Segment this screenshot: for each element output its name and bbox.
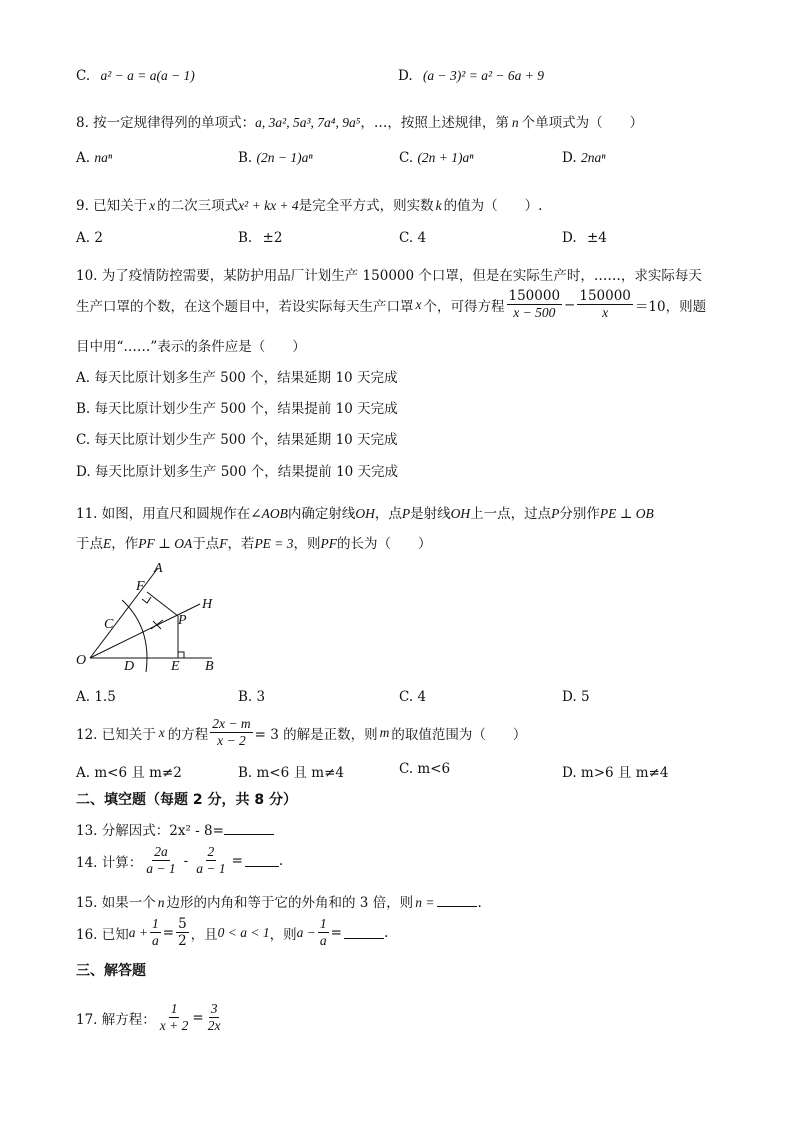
minus-sign: − bbox=[564, 296, 576, 313]
variable-n: n bbox=[157, 895, 165, 910]
math-ray: OH bbox=[450, 506, 471, 521]
stem-text: 的方程 bbox=[167, 726, 209, 743]
denominator: a − 1 bbox=[196, 861, 226, 876]
q9-option-b bbox=[238, 230, 282, 246]
equals-sign: = bbox=[330, 924, 342, 941]
stem-text: 生产口罩的个数，在这个题目中，若设实际每天生产口罩 bbox=[76, 298, 414, 315]
right-angle-mark-e bbox=[178, 652, 184, 658]
stem-text: ，…，按照上述规律，第 bbox=[360, 115, 509, 131]
math-expression: n = bbox=[415, 895, 435, 910]
denominator: x bbox=[602, 305, 609, 320]
stem-text: 于点 bbox=[76, 536, 103, 552]
q8-option-d bbox=[562, 150, 605, 166]
q11-line1 bbox=[76, 502, 654, 522]
q11-geometry-figure bbox=[70, 560, 230, 680]
period: . bbox=[383, 924, 389, 941]
q9-option-c bbox=[399, 230, 426, 246]
option-label: B. bbox=[238, 689, 253, 705]
stem-text: = 3 的解是正数，则 bbox=[254, 726, 378, 743]
label-f: F bbox=[136, 579, 145, 594]
math-expression: x² + kx + 4 bbox=[238, 198, 299, 213]
stem-text: 13. 分解因式：2x² - 8= bbox=[76, 823, 224, 839]
q8-option-b bbox=[238, 150, 313, 166]
fraction bbox=[150, 916, 161, 949]
option-label: D. bbox=[562, 689, 577, 705]
option-value: ±4 bbox=[586, 230, 607, 246]
stem-text: 分别作 bbox=[559, 506, 600, 522]
variable-x: x bbox=[158, 724, 165, 740]
numerator: 1 bbox=[170, 1001, 178, 1016]
equals-sign: = bbox=[192, 1009, 204, 1026]
stem-text: 上一点，过点 bbox=[470, 506, 552, 522]
equals-sign: = bbox=[162, 924, 175, 941]
q10-option-d: D. 每天比原计划多生产 500 个，结果提前 10 天完成 bbox=[76, 464, 399, 480]
stem-text: 于点 bbox=[192, 536, 220, 552]
option-value: 2naⁿ bbox=[580, 150, 606, 165]
option-label: C. bbox=[76, 68, 91, 84]
stem-text: 的值为（ ）. bbox=[443, 198, 543, 214]
variable-x: x bbox=[149, 198, 156, 213]
stem-text: 个，可得方程 bbox=[423, 298, 505, 315]
equals-sign: = bbox=[231, 852, 243, 869]
stem-text: ，则 bbox=[293, 536, 321, 552]
q16-stem bbox=[76, 916, 388, 949]
variable-x: x bbox=[415, 296, 422, 312]
q12-option-c: C. m<6 bbox=[399, 761, 451, 777]
numerator: 150000 bbox=[579, 288, 631, 304]
label-o: O bbox=[76, 653, 87, 668]
variable-m: m bbox=[379, 724, 390, 740]
denominator: a − 1 bbox=[146, 861, 176, 876]
math-point: P bbox=[551, 506, 560, 521]
numerator: 2x − m bbox=[212, 716, 251, 731]
q8-stem bbox=[76, 111, 643, 131]
option-label: D. bbox=[562, 150, 577, 166]
label-a: A bbox=[154, 561, 163, 576]
q7-option-c bbox=[76, 68, 195, 84]
sequence-expression: a, 3a², 5a³, 7a⁴, 9a⁵ bbox=[255, 115, 361, 130]
q11-option-c bbox=[399, 689, 426, 705]
q10-option-b: B. 每天比原计划少生产 500 个，结果提前 10 天完成 bbox=[76, 401, 398, 417]
fraction bbox=[158, 1001, 191, 1034]
q12-option-a: A. m<6 且 m≠2 bbox=[76, 765, 182, 781]
q17-stem bbox=[76, 1001, 224, 1034]
q10-line3: 目中用“……”表示的条件应是（ ） bbox=[76, 339, 306, 355]
q9-option-d bbox=[562, 230, 607, 246]
stem-text: 的长为（ ） bbox=[337, 536, 432, 552]
math-expression: PE = 3 bbox=[254, 536, 294, 551]
denominator: 2x bbox=[207, 1018, 221, 1033]
fraction bbox=[210, 716, 252, 749]
q10-option-a: A. 每天比原计划多生产 500 个，结果延期 10 天完成 bbox=[76, 370, 398, 386]
option-value: 4 bbox=[417, 689, 427, 705]
numerator: 150000 bbox=[508, 288, 561, 304]
stem-text: 的二次三项式 bbox=[157, 198, 239, 214]
math-expression: a + bbox=[128, 924, 149, 940]
math-expression: a² − a = a(a − 1) bbox=[100, 68, 195, 83]
option-label: D. bbox=[562, 230, 577, 246]
option-value: 3 bbox=[256, 689, 266, 705]
label-b: B bbox=[205, 659, 214, 674]
stem-text: ，若 bbox=[227, 536, 255, 552]
q10-line2 bbox=[76, 288, 706, 321]
stem-text: 内确定射线 bbox=[287, 506, 356, 522]
option-label: B. bbox=[238, 150, 253, 166]
stem-text: 15. 如果一个 bbox=[76, 895, 156, 911]
q11-option-d bbox=[562, 689, 590, 705]
option-label: A. bbox=[76, 689, 91, 705]
section-heading-solve: 三、解答题 bbox=[76, 963, 146, 979]
math-expression: PE ⊥ OB bbox=[599, 506, 654, 521]
fraction bbox=[144, 844, 177, 877]
denominator: x − 500 bbox=[513, 305, 556, 320]
stem-text: 17. 解方程： bbox=[76, 1011, 156, 1028]
stem-text: 个单项式为（ ） bbox=[521, 115, 644, 131]
q9-option-a bbox=[76, 230, 103, 246]
fraction bbox=[577, 288, 633, 321]
answer-blank[interactable] bbox=[224, 822, 274, 835]
segment-pf bbox=[147, 592, 178, 616]
q11-line2 bbox=[76, 532, 432, 552]
option-value: (2n + 1)aⁿ bbox=[417, 150, 474, 165]
q12-option-b: B. m<6 且 m≠4 bbox=[238, 765, 344, 781]
numerator: 1 bbox=[152, 916, 159, 931]
ray-oa bbox=[90, 568, 158, 658]
stem-text: 9. 已知关于 bbox=[76, 198, 148, 214]
math-point: F bbox=[219, 536, 228, 551]
variable-n: n bbox=[511, 115, 519, 130]
fraction bbox=[507, 288, 563, 321]
denominator: a bbox=[319, 933, 327, 948]
q11-option-a bbox=[76, 689, 116, 705]
stem-text: ，则 bbox=[269, 926, 297, 943]
label-h: H bbox=[202, 597, 213, 612]
stem-text: 是完全平方式，则实数 bbox=[298, 198, 434, 214]
option-label: C. bbox=[399, 230, 414, 246]
q12-option-d: D. m>6 且 m≠4 bbox=[562, 765, 669, 781]
math-expression: a − bbox=[296, 924, 316, 940]
numerator: 2 bbox=[207, 844, 215, 859]
fraction bbox=[318, 916, 329, 949]
math-point: E bbox=[103, 536, 112, 551]
math-expression: 0 < a < 1 bbox=[217, 924, 270, 940]
stem-text: ，且 bbox=[190, 926, 218, 943]
answer-blank[interactable] bbox=[245, 854, 279, 867]
math-segment: PF bbox=[320, 536, 338, 551]
stem-text: ，点 bbox=[374, 506, 402, 522]
q8-option-c bbox=[399, 150, 474, 166]
minus-sign: - bbox=[183, 852, 189, 869]
math-point: P bbox=[401, 506, 411, 521]
math-ray: OH bbox=[355, 506, 375, 521]
fraction bbox=[194, 844, 227, 877]
option-label: B. bbox=[238, 230, 253, 246]
q12-stem bbox=[76, 716, 526, 749]
stem-text: 的取值范围为（ ） bbox=[391, 726, 527, 743]
right-angle-mark-f bbox=[142, 597, 151, 603]
q10-option-c: C. 每天比原计划少生产 500 个，结果延期 10 天完成 bbox=[76, 432, 398, 448]
label-c: C bbox=[104, 617, 114, 632]
option-value: 4 bbox=[417, 230, 427, 246]
option-value: 5 bbox=[580, 689, 590, 705]
variable-k: k bbox=[435, 198, 442, 213]
stem-text: 是射线 bbox=[410, 506, 451, 522]
stem-text: 14. 计算： bbox=[76, 854, 143, 871]
option-label: A. bbox=[76, 230, 91, 246]
section-heading-fill-in: 二、填空题（每题 2 分，共 8 分） bbox=[76, 792, 297, 808]
option-label: C. bbox=[399, 150, 414, 166]
q7-option-d bbox=[398, 68, 544, 84]
q10-line1: 10. 为了疫情防控需要，某防护用品厂计划生产 150000 个口罩，但是在实际生产时，……，求实际每天 bbox=[76, 268, 702, 284]
denominator: x + 2 bbox=[159, 1018, 189, 1033]
answer-blank[interactable] bbox=[437, 894, 477, 907]
q9-stem bbox=[76, 194, 542, 214]
option-value: 1.5 bbox=[94, 689, 116, 705]
q8-option-a bbox=[76, 150, 112, 166]
q11-option-b bbox=[238, 689, 265, 705]
period: . bbox=[278, 852, 284, 869]
numerator: 5 bbox=[178, 916, 187, 932]
q14-stem bbox=[76, 844, 283, 877]
option-value: (2n − 1)aⁿ bbox=[256, 150, 313, 165]
denominator: x − 2 bbox=[217, 733, 246, 748]
fraction bbox=[176, 916, 189, 949]
stem-text: 8. 按一定规律得列的单项式： bbox=[76, 115, 256, 131]
numerator: 2a bbox=[154, 844, 168, 859]
label-p: P bbox=[178, 613, 187, 628]
denominator: 2 bbox=[178, 933, 187, 949]
option-value: naⁿ bbox=[94, 150, 113, 165]
stem-text: ＝10，则题 bbox=[634, 298, 707, 315]
option-value: 2 bbox=[94, 230, 103, 246]
option-value: ±2 bbox=[262, 230, 283, 246]
fraction bbox=[206, 1001, 223, 1034]
numerator: 1 bbox=[319, 916, 327, 931]
math-angle: ∠AOB bbox=[250, 506, 288, 521]
stem-text: ，作 bbox=[111, 536, 139, 552]
denominator: a bbox=[152, 933, 159, 948]
numerator: 3 bbox=[210, 1001, 218, 1016]
option-label: C. bbox=[399, 689, 414, 705]
math-expression: (a − 3)² = a² − 6a + 9 bbox=[422, 68, 544, 83]
stem-text: 边形的内角和等于它的外角和的 3 倍，则 bbox=[166, 895, 414, 911]
stem-text: 11. 如图，用直尺和圆规作在 bbox=[76, 506, 251, 522]
option-label: D. bbox=[398, 68, 413, 84]
option-label: A. bbox=[76, 150, 91, 166]
label-d: D bbox=[124, 659, 135, 674]
answer-blank[interactable] bbox=[344, 926, 384, 939]
stem-text: 12. 已知关于 bbox=[76, 726, 156, 743]
stem-text: 16. 已知 bbox=[76, 926, 129, 943]
math-expression: PF ⊥ OA bbox=[138, 536, 193, 551]
period: . bbox=[477, 895, 482, 911]
q15-stem bbox=[76, 891, 482, 911]
q13-stem bbox=[76, 819, 274, 839]
label-e: E bbox=[171, 659, 180, 674]
